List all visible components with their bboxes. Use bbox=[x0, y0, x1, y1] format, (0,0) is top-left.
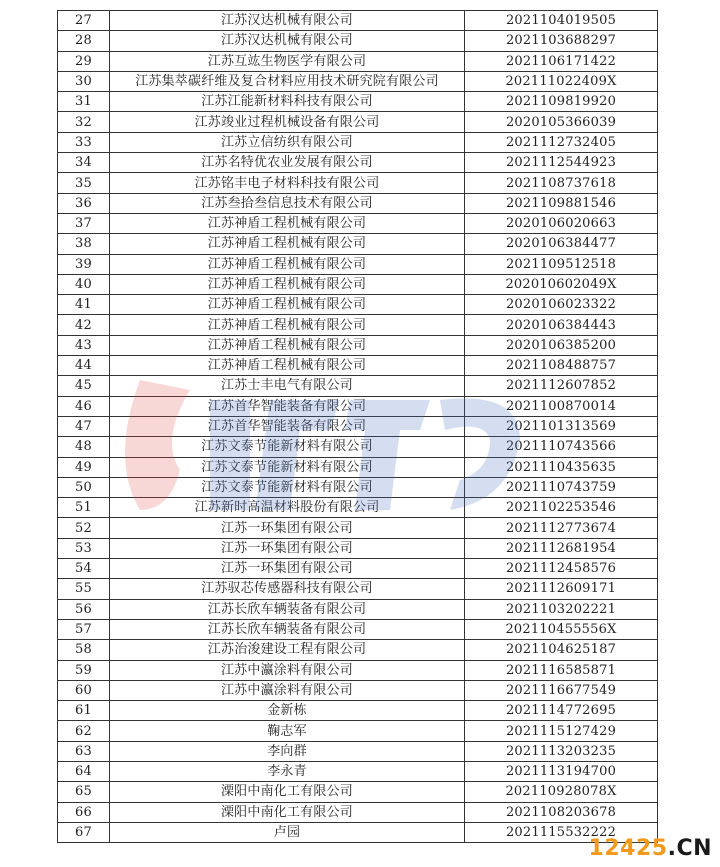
applicant-name-cell: 江苏一环集团有限公司 bbox=[110, 559, 465, 579]
table-row bbox=[58, 213, 658, 233]
application-number-cell: 2021108488757 bbox=[465, 356, 658, 376]
row-number-cell: 44 bbox=[58, 356, 110, 376]
applicant-name-cell: 江苏中瀛涂料有限公司 bbox=[110, 680, 465, 700]
applicant-name-cell: 李永青 bbox=[110, 761, 465, 781]
table-row bbox=[58, 193, 658, 213]
applicant-name-cell: 江苏神盾工程机械有限公司 bbox=[110, 274, 465, 294]
row-number-cell: 67 bbox=[58, 822, 110, 842]
row-number-cell: 33 bbox=[58, 132, 110, 152]
table-row bbox=[58, 132, 658, 152]
application-number-cell: 2021115532222 bbox=[465, 822, 658, 842]
applicant-name-cell: 江苏汉达机械有限公司 bbox=[110, 11, 465, 31]
row-number-cell: 36 bbox=[58, 193, 110, 213]
application-number-cell: 2021110743566 bbox=[465, 437, 658, 457]
applicant-name-cell: 溧阳中南化工有限公司 bbox=[110, 802, 465, 822]
application-number-cell: 2021112681954 bbox=[465, 538, 658, 558]
application-number-cell: 2021104019505 bbox=[465, 11, 658, 31]
applicant-name-cell: 江苏首华智能装备有限公司 bbox=[110, 396, 465, 416]
row-number-cell: 42 bbox=[58, 315, 110, 335]
table-row bbox=[58, 579, 658, 599]
application-number-cell: 2021102253546 bbox=[465, 498, 658, 518]
table-row bbox=[58, 315, 658, 335]
row-number-cell: 51 bbox=[58, 498, 110, 518]
application-number-cell: 2021113203235 bbox=[465, 741, 658, 761]
application-number-cell: 2021109881546 bbox=[465, 193, 658, 213]
application-number-cell: 2021112544923 bbox=[465, 153, 658, 173]
row-number-cell: 48 bbox=[58, 437, 110, 457]
application-number-cell: 2021106171422 bbox=[465, 51, 658, 71]
applicant-name-cell: 江苏治浚建设工程有限公司 bbox=[110, 640, 465, 660]
row-number-cell: 43 bbox=[58, 335, 110, 355]
table-row bbox=[58, 761, 658, 781]
application-number-cell: 2020106384477 bbox=[465, 234, 658, 254]
table-row bbox=[58, 31, 658, 51]
row-number-cell: 45 bbox=[58, 376, 110, 396]
applicant-name-cell: 江苏互竑生物医学有限公司 bbox=[110, 51, 465, 71]
table-row bbox=[58, 437, 658, 457]
application-number-cell: 2020106023322 bbox=[465, 295, 658, 315]
table-row bbox=[58, 721, 658, 741]
table-row bbox=[58, 518, 658, 538]
row-number-cell: 66 bbox=[58, 802, 110, 822]
site-logo-suffix: CN bbox=[676, 836, 712, 861]
table-row bbox=[58, 71, 658, 91]
application-number-cell: 2021109819920 bbox=[465, 92, 658, 112]
applicant-name-cell: 江苏叁拾叁信息技术有限公司 bbox=[110, 193, 465, 213]
table-row bbox=[58, 599, 658, 619]
applicant-name-cell: 江苏新时高温材料股份有限公司 bbox=[110, 498, 465, 518]
applicant-name-cell: 江苏名特优农业发展有限公司 bbox=[110, 153, 465, 173]
application-number-cell: 2020106384443 bbox=[465, 315, 658, 335]
row-number-cell: 52 bbox=[58, 518, 110, 538]
row-number-cell: 53 bbox=[58, 538, 110, 558]
applicant-name-cell: 江苏士丰电气有限公司 bbox=[110, 376, 465, 396]
table-row bbox=[58, 782, 658, 802]
row-number-cell: 39 bbox=[58, 254, 110, 274]
application-number-cell: 2021108737618 bbox=[465, 173, 658, 193]
application-number-cell: 202010602049X bbox=[465, 274, 658, 294]
table-row bbox=[58, 538, 658, 558]
row-number-cell: 63 bbox=[58, 741, 110, 761]
applicant-name-cell: 江苏神盾工程机械有限公司 bbox=[110, 356, 465, 376]
applicant-name-cell: 江苏汉达机械有限公司 bbox=[110, 31, 465, 51]
application-number-cell: 2021116677549 bbox=[465, 680, 658, 700]
table-row bbox=[58, 741, 658, 761]
row-number-cell: 47 bbox=[58, 416, 110, 436]
row-number-cell: 40 bbox=[58, 274, 110, 294]
table-row bbox=[58, 477, 658, 497]
table-row bbox=[58, 153, 658, 173]
application-number-cell: 2020105366039 bbox=[465, 112, 658, 132]
applicant-name-cell: 江苏文泰节能新材料有限公司 bbox=[110, 437, 465, 457]
application-number-cell: 202110928078X bbox=[465, 782, 658, 802]
applicant-name-cell: 江苏神盾工程机械有限公司 bbox=[110, 315, 465, 335]
table-row bbox=[58, 173, 658, 193]
applicant-name-cell: 李向群 bbox=[110, 741, 465, 761]
row-number-cell: 41 bbox=[58, 295, 110, 315]
applicant-name-cell: 江苏集萃碳纤维及复合材料应用技术研究院有限公司 bbox=[110, 71, 465, 91]
applicant-name-cell: 江苏长欣车辆装备有限公司 bbox=[110, 599, 465, 619]
applicant-name-cell: 江苏神盾工程机械有限公司 bbox=[110, 234, 465, 254]
application-number-cell: 2021115127429 bbox=[465, 721, 658, 741]
application-number-cell: 2021108203678 bbox=[465, 802, 658, 822]
application-number-cell: 2021110435635 bbox=[465, 457, 658, 477]
applicant-name-cell: 江苏竣业过程机械设备有限公司 bbox=[110, 112, 465, 132]
applicant-name-cell: 江苏江能新材料科技有限公司 bbox=[110, 92, 465, 112]
application-number-cell: 202111022409X bbox=[465, 71, 658, 91]
table-row bbox=[58, 356, 658, 376]
row-number-cell: 65 bbox=[58, 782, 110, 802]
table-row bbox=[58, 51, 658, 71]
table-row bbox=[58, 335, 658, 355]
application-number-cell: 2020106020663 bbox=[465, 213, 658, 233]
applicant-name-cell: 金新栋 bbox=[110, 701, 465, 721]
site-logo-number: 12425 bbox=[588, 836, 668, 861]
application-number-cell: 2021109512518 bbox=[465, 254, 658, 274]
applicant-name-cell: 江苏驭芯传感器科技有限公司 bbox=[110, 579, 465, 599]
applicant-name-cell: 江苏文泰节能新材料有限公司 bbox=[110, 457, 465, 477]
table-row bbox=[58, 92, 658, 112]
application-number-cell: 2021112732405 bbox=[465, 132, 658, 152]
applicant-name-cell: 江苏文泰节能新材料有限公司 bbox=[110, 477, 465, 497]
table-row bbox=[58, 822, 658, 842]
application-number-cell: 2021100870014 bbox=[465, 396, 658, 416]
patent-table bbox=[57, 10, 658, 843]
table-row bbox=[58, 295, 658, 315]
applicant-name-cell: 江苏一环集团有限公司 bbox=[110, 518, 465, 538]
row-number-cell: 32 bbox=[58, 112, 110, 132]
table-row bbox=[58, 416, 658, 436]
row-number-cell: 59 bbox=[58, 660, 110, 680]
row-number-cell: 49 bbox=[58, 457, 110, 477]
applicant-name-cell: 江苏立信纺织有限公司 bbox=[110, 132, 465, 152]
table-row bbox=[58, 559, 658, 579]
application-number-cell: 2020106385200 bbox=[465, 335, 658, 355]
applicant-name-cell: 溧阳中南化工有限公司 bbox=[110, 782, 465, 802]
applicant-name-cell: 江苏神盾工程机械有限公司 bbox=[110, 254, 465, 274]
site-logo bbox=[589, 836, 712, 861]
row-number-cell: 34 bbox=[58, 153, 110, 173]
application-number-cell: 202110455556X bbox=[465, 619, 658, 639]
table-row bbox=[58, 457, 658, 477]
table-row bbox=[58, 680, 658, 700]
application-number-cell: 2021103202221 bbox=[465, 599, 658, 619]
table-row bbox=[58, 619, 658, 639]
row-number-cell: 56 bbox=[58, 599, 110, 619]
applicant-name-cell: 江苏神盾工程机械有限公司 bbox=[110, 295, 465, 315]
applicant-name-cell: 江苏长欣车辆装备有限公司 bbox=[110, 619, 465, 639]
patent-table-body bbox=[58, 11, 658, 843]
row-number-cell: 37 bbox=[58, 213, 110, 233]
applicant-name-cell: 卢园 bbox=[110, 822, 465, 842]
table-row bbox=[58, 376, 658, 396]
application-number-cell: 2021104625187 bbox=[465, 640, 658, 660]
row-number-cell: 30 bbox=[58, 71, 110, 91]
table-row bbox=[58, 640, 658, 660]
application-number-cell: 2021112773674 bbox=[465, 518, 658, 538]
application-number-cell: 2021101313569 bbox=[465, 416, 658, 436]
applicant-name-cell: 江苏首华智能装备有限公司 bbox=[110, 416, 465, 436]
row-number-cell: 60 bbox=[58, 680, 110, 700]
row-number-cell: 54 bbox=[58, 559, 110, 579]
row-number-cell: 57 bbox=[58, 619, 110, 639]
table-row bbox=[58, 802, 658, 822]
applicant-name-cell: 鞠志军 bbox=[110, 721, 465, 741]
row-number-cell: 46 bbox=[58, 396, 110, 416]
application-number-cell: 2021116585871 bbox=[465, 660, 658, 680]
applicant-name-cell: 江苏铭丰电子材料科技有限公司 bbox=[110, 173, 465, 193]
applicant-name-cell: 江苏神盾工程机械有限公司 bbox=[110, 213, 465, 233]
application-number-cell: 2021112458576 bbox=[465, 559, 658, 579]
application-number-cell: 2021112607852 bbox=[465, 376, 658, 396]
row-number-cell: 35 bbox=[58, 173, 110, 193]
row-number-cell: 31 bbox=[58, 92, 110, 112]
application-number-cell: 2021112609171 bbox=[465, 579, 658, 599]
table-row bbox=[58, 396, 658, 416]
row-number-cell: 28 bbox=[58, 31, 110, 51]
applicant-name-cell: 江苏中瀛涂料有限公司 bbox=[110, 660, 465, 680]
applicant-name-cell: 江苏一环集团有限公司 bbox=[110, 538, 465, 558]
row-number-cell: 55 bbox=[58, 579, 110, 599]
application-number-cell: 2021114772695 bbox=[465, 701, 658, 721]
applicant-name-cell: 江苏神盾工程机械有限公司 bbox=[110, 335, 465, 355]
table-row bbox=[58, 11, 658, 31]
row-number-cell: 64 bbox=[58, 761, 110, 781]
row-number-cell: 62 bbox=[58, 721, 110, 741]
row-number-cell: 29 bbox=[58, 51, 110, 71]
table-row bbox=[58, 498, 658, 518]
table-row bbox=[58, 254, 658, 274]
table-row bbox=[58, 112, 658, 132]
table-row bbox=[58, 660, 658, 680]
application-number-cell: 2021113194700 bbox=[465, 761, 658, 781]
site-logo-dot: . bbox=[667, 836, 677, 861]
row-number-cell: 58 bbox=[58, 640, 110, 660]
table-row bbox=[58, 274, 658, 294]
patent-table-container bbox=[57, 10, 657, 843]
application-number-cell: 2021103688297 bbox=[465, 31, 658, 51]
row-number-cell: 38 bbox=[58, 234, 110, 254]
application-number-cell: 2021110743759 bbox=[465, 477, 658, 497]
table-row bbox=[58, 234, 658, 254]
row-number-cell: 27 bbox=[58, 11, 110, 31]
row-number-cell: 61 bbox=[58, 701, 110, 721]
row-number-cell: 50 bbox=[58, 477, 110, 497]
table-row bbox=[58, 701, 658, 721]
